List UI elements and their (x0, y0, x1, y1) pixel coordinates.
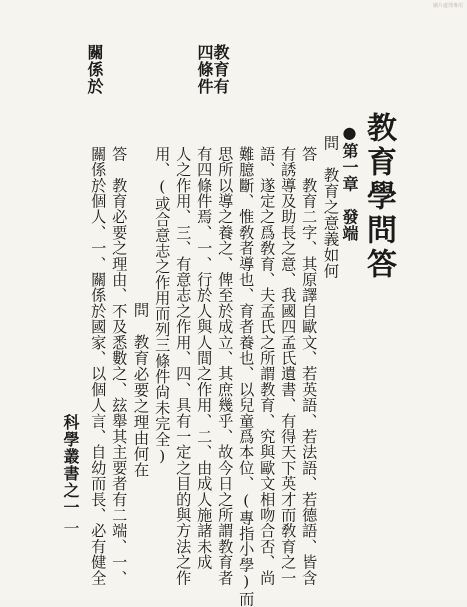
answer-1-line-8: 用、(或合意志之作用而列三條件尙未完全) (153, 146, 172, 466)
page-number: 一 (61, 520, 80, 537)
answer-2-line-1: 答 教育必要之理由、不及悉數之、玆舉其主要者有二端、一、 (110, 146, 129, 586)
question-1: 問 教育之意義如何 (321, 135, 340, 279)
chapter-heading: ●第一章 發端 (340, 123, 359, 242)
series-title: 科學叢書之一 (61, 414, 80, 516)
answer-1-line-1: 答 教育二字、其原譯自歐文、若英語、若法語、若德語、皆含 (300, 146, 319, 586)
margin-note-relation: 關係於 (85, 44, 104, 95)
answer-2-line-2: 關係於個人、一、關係於國家、以個人言、自幼而長、必有健全 (89, 146, 108, 586)
answer-1-line-6: 有四條件焉、一、行於人與人間之作用、二、由成人施諸未成 (195, 146, 214, 570)
answer-1-line-3: 語、遂定之爲敎育、夫孟氏之所謂教育、究與歐文相吻合否、尚 (258, 146, 277, 586)
answer-1-line-4: 難臆斷、惟敎者導也、育者養也、以兒童爲本位、(專指小學)而 (237, 146, 256, 607)
question-2: 問 教育必要之理由何在 (131, 302, 150, 478)
answer-1-line-2: 有誘導及助長之意、我國四孟氏遺書、有得天下英才而敎育之一 (279, 146, 298, 586)
answer-1-line-7: 人之作用、三、有意志之作用、四、具有一定之目的與方法之作 (174, 146, 193, 586)
watermark: 圖片處理專用 (432, 3, 463, 9)
margin-note-conditions: 教育有四條件 (195, 44, 230, 95)
book-title: 教育學問答 (361, 112, 396, 282)
answer-1-line-5: 思所以導之養之、俾至於成立、其庶幾乎、故今日之所謂教育者 (216, 146, 235, 586)
